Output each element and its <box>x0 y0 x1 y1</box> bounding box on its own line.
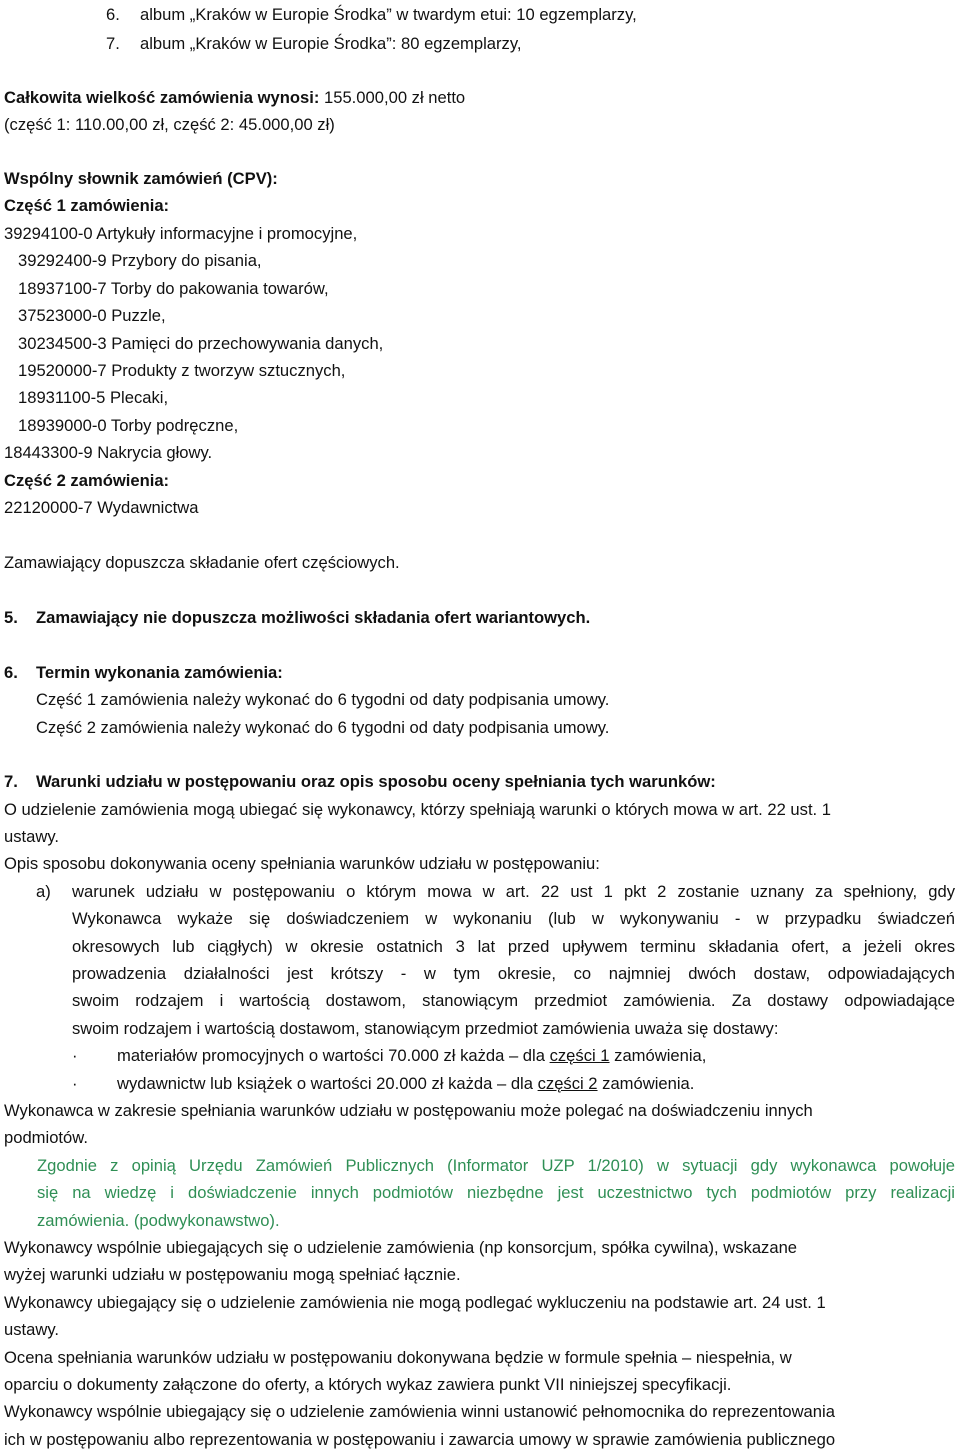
point-a-line: swoim rodzajem i wartością dostawom, stanowiącym przedmiot zamówienia. Za dostawy odpowiadające <box>72 991 955 1010</box>
section-5-number: 5. <box>4 608 18 627</box>
cpv-code: 22120000-7 Wydawnictwa <box>4 498 199 517</box>
cpv-part1-heading: Część 1 zamówienia: <box>4 196 170 215</box>
paragraph-line: ustawy. <box>4 1320 60 1339</box>
list-item-number: 6. <box>106 5 120 24</box>
cpv-code: 39292400-9 Przybory do pisania, <box>18 251 262 270</box>
cpv-code: 19520000-7 Produkty z tworzyw sztucznych, <box>18 361 346 380</box>
bullet-icon: · <box>72 1074 78 1093</box>
point-a-line: Wykonawca wykaże się doświadczeniem w wykonaniu (lub w wykonywaniu - w przypadku świadczeń <box>72 909 955 928</box>
point-a-line: swoim rodzajem i wartością dostawom, stanowiącym przedmiot zamówienia uważa się dostawy: <box>72 1019 779 1038</box>
section-7-intro-line: ustawy. <box>4 827 60 846</box>
paragraph-line: wyżej warunki udziału w postępowaniu mogą spełniać łącznie. <box>4 1265 461 1284</box>
cpv-code: 37523000-0 Puzzle, <box>18 306 166 325</box>
total-parts: (część 1: 110.00,00 zł, część 2: 45.000,00 zł) <box>4 115 335 134</box>
list-item: album „Kraków w Europie Środka” w twardym etui: 10 egzemplarzy, <box>140 5 637 24</box>
section-6-number: 6. <box>4 663 18 682</box>
point-a-line: prowadzenia działalności jest krótszy - w tym okresie, co najmniej dwóch dostaw, odpowiadających <box>72 964 955 983</box>
list-item: album „Kraków w Europie Środka”: 80 egzemplarzy, <box>140 34 522 53</box>
paragraph-line: oparciu o dokumenty załączone do oferty, a których wykaz zawiera punkt VII niniejszej specyfikacji. <box>4 1375 732 1394</box>
paragraph-line: Wykonawcy wspólnie ubiegających się o udzielenie zamówienia (np konsorcjum, spółka cywilna), wskazane <box>4 1238 798 1257</box>
paragraph-line: Wykonawcy wspólnie ubiegający się o udzielenie zamówienia winni ustanowić pełnomocnika do reprezentowania <box>4 1402 835 1421</box>
cpv-code: 18931100-5 Plecaki, <box>18 388 169 407</box>
paragraph-line: Ocena spełniania warunków udziału w postępowaniu dokonywana będzie w formule spełnia – niespełnia, w <box>4 1348 792 1367</box>
section-7-number: 7. <box>4 772 18 791</box>
list-item-number: 7. <box>106 34 120 53</box>
partial-offers-note: Zamawiający dopuszcza składanie ofert częściowych. <box>4 553 400 572</box>
section-5-title: Zamawiający nie dopuszcza możliwości składania ofert wariantowych. <box>36 608 591 627</box>
cpv-part2-heading: Część 2 zamówienia: <box>4 471 170 490</box>
cpv-heading: Wspólny słownik zamówień (CPV): <box>4 169 278 188</box>
bullet-item: materiałów promocyjnych o wartości 70.000 zł każda – dla części 1 zamówienia, <box>117 1046 707 1065</box>
section-7-title: Warunki udziału w postępowaniu oraz opis sposobu oceny spełniania tych warunków: <box>36 772 716 791</box>
deadline-line: Część 2 zamówienia należy wykonać do 6 tygodni od daty podpisania umowy. <box>36 718 610 737</box>
deadline-line: Część 1 zamówienia należy wykonać do 6 tygodni od daty podpisania umowy. <box>36 690 610 709</box>
uzp-note-line: zamówienia. (podwykonawstwo). <box>37 1211 280 1230</box>
cpv-code: 39294100-0 Artykuły informacyjne i promocyjne, <box>4 224 358 243</box>
section-6-title: Termin wykonania zamówienia: <box>36 663 283 682</box>
method-heading: Opis sposobu dokonywania oceny spełniania warunków udziału w postępowaniu: <box>4 854 600 873</box>
uzp-note-line: się na wiedzę i doświadczenie innych podmiotów niezbędne jest uczestnictwo tych podmiotów przy realizacji <box>37 1183 955 1202</box>
cpv-code: 30234500-3 Pamięci do przechowywania danych, <box>18 334 384 353</box>
point-a-line: okresowych lub ciągłych) w okresie ostatnich 3 lat przed upływem terminu składania ofert, a jeżeli okres <box>72 937 955 956</box>
part-link: części 1 <box>549 1046 610 1065</box>
total-value-line <box>4 87 465 109</box>
cpv-code: 18937100-7 Torby do pakowania towarów, <box>18 279 329 298</box>
reliance-line: Wykonawca w zakresie spełniania warunków udziału w postępowaniu może polegać na doświadczeniu innych <box>4 1101 813 1120</box>
total-label: Całkowita wielkość zamówienia wynosi: <box>4 88 320 107</box>
total-value: 155.000,00 zł netto <box>319 88 466 107</box>
paragraph-line: ich w postępowaniu albo reprezentowania w postępowaniu i zawarcia umowy w sprawie zamówienia publicznego <box>4 1430 836 1449</box>
section-7-intro-line: O udzielenie zamówienia mogą ubiegać się wykonawcy, którzy spełniają warunki o których mowa w art. 22 ust. 1 <box>4 800 831 819</box>
point-a-marker: a) <box>36 882 51 901</box>
cpv-code: 18939000-0 Torby podręczne, <box>18 416 239 435</box>
bullet-icon: · <box>72 1046 78 1065</box>
bullet-item: wydawnictw lub książek o wartości 20.000 zł każda – dla części 2 zamówienia. <box>117 1074 695 1093</box>
paragraph-line: Wykonawcy ubiegający się o udzielenie zamówienia nie mogą podlegać wykluczeniu na podstawie art. 24 ust. 1 <box>4 1293 826 1312</box>
reliance-line: podmiotów. <box>4 1128 88 1147</box>
part-link: części 2 <box>537 1074 598 1093</box>
uzp-note-line: Zgodnie z opinią Urzędu Zamówień Publicznych (Informator UZP 1/2010) w sytuacji gdy wykonawca powołuje <box>37 1156 955 1175</box>
point-a-line: warunek udziału w postępowaniu o którym mowa w art. 22 ust 1 pkt 2 zostanie uznany za spełniony, gdy <box>72 882 955 901</box>
cpv-code: 18443300-9 Nakrycia głowy. <box>4 443 213 462</box>
